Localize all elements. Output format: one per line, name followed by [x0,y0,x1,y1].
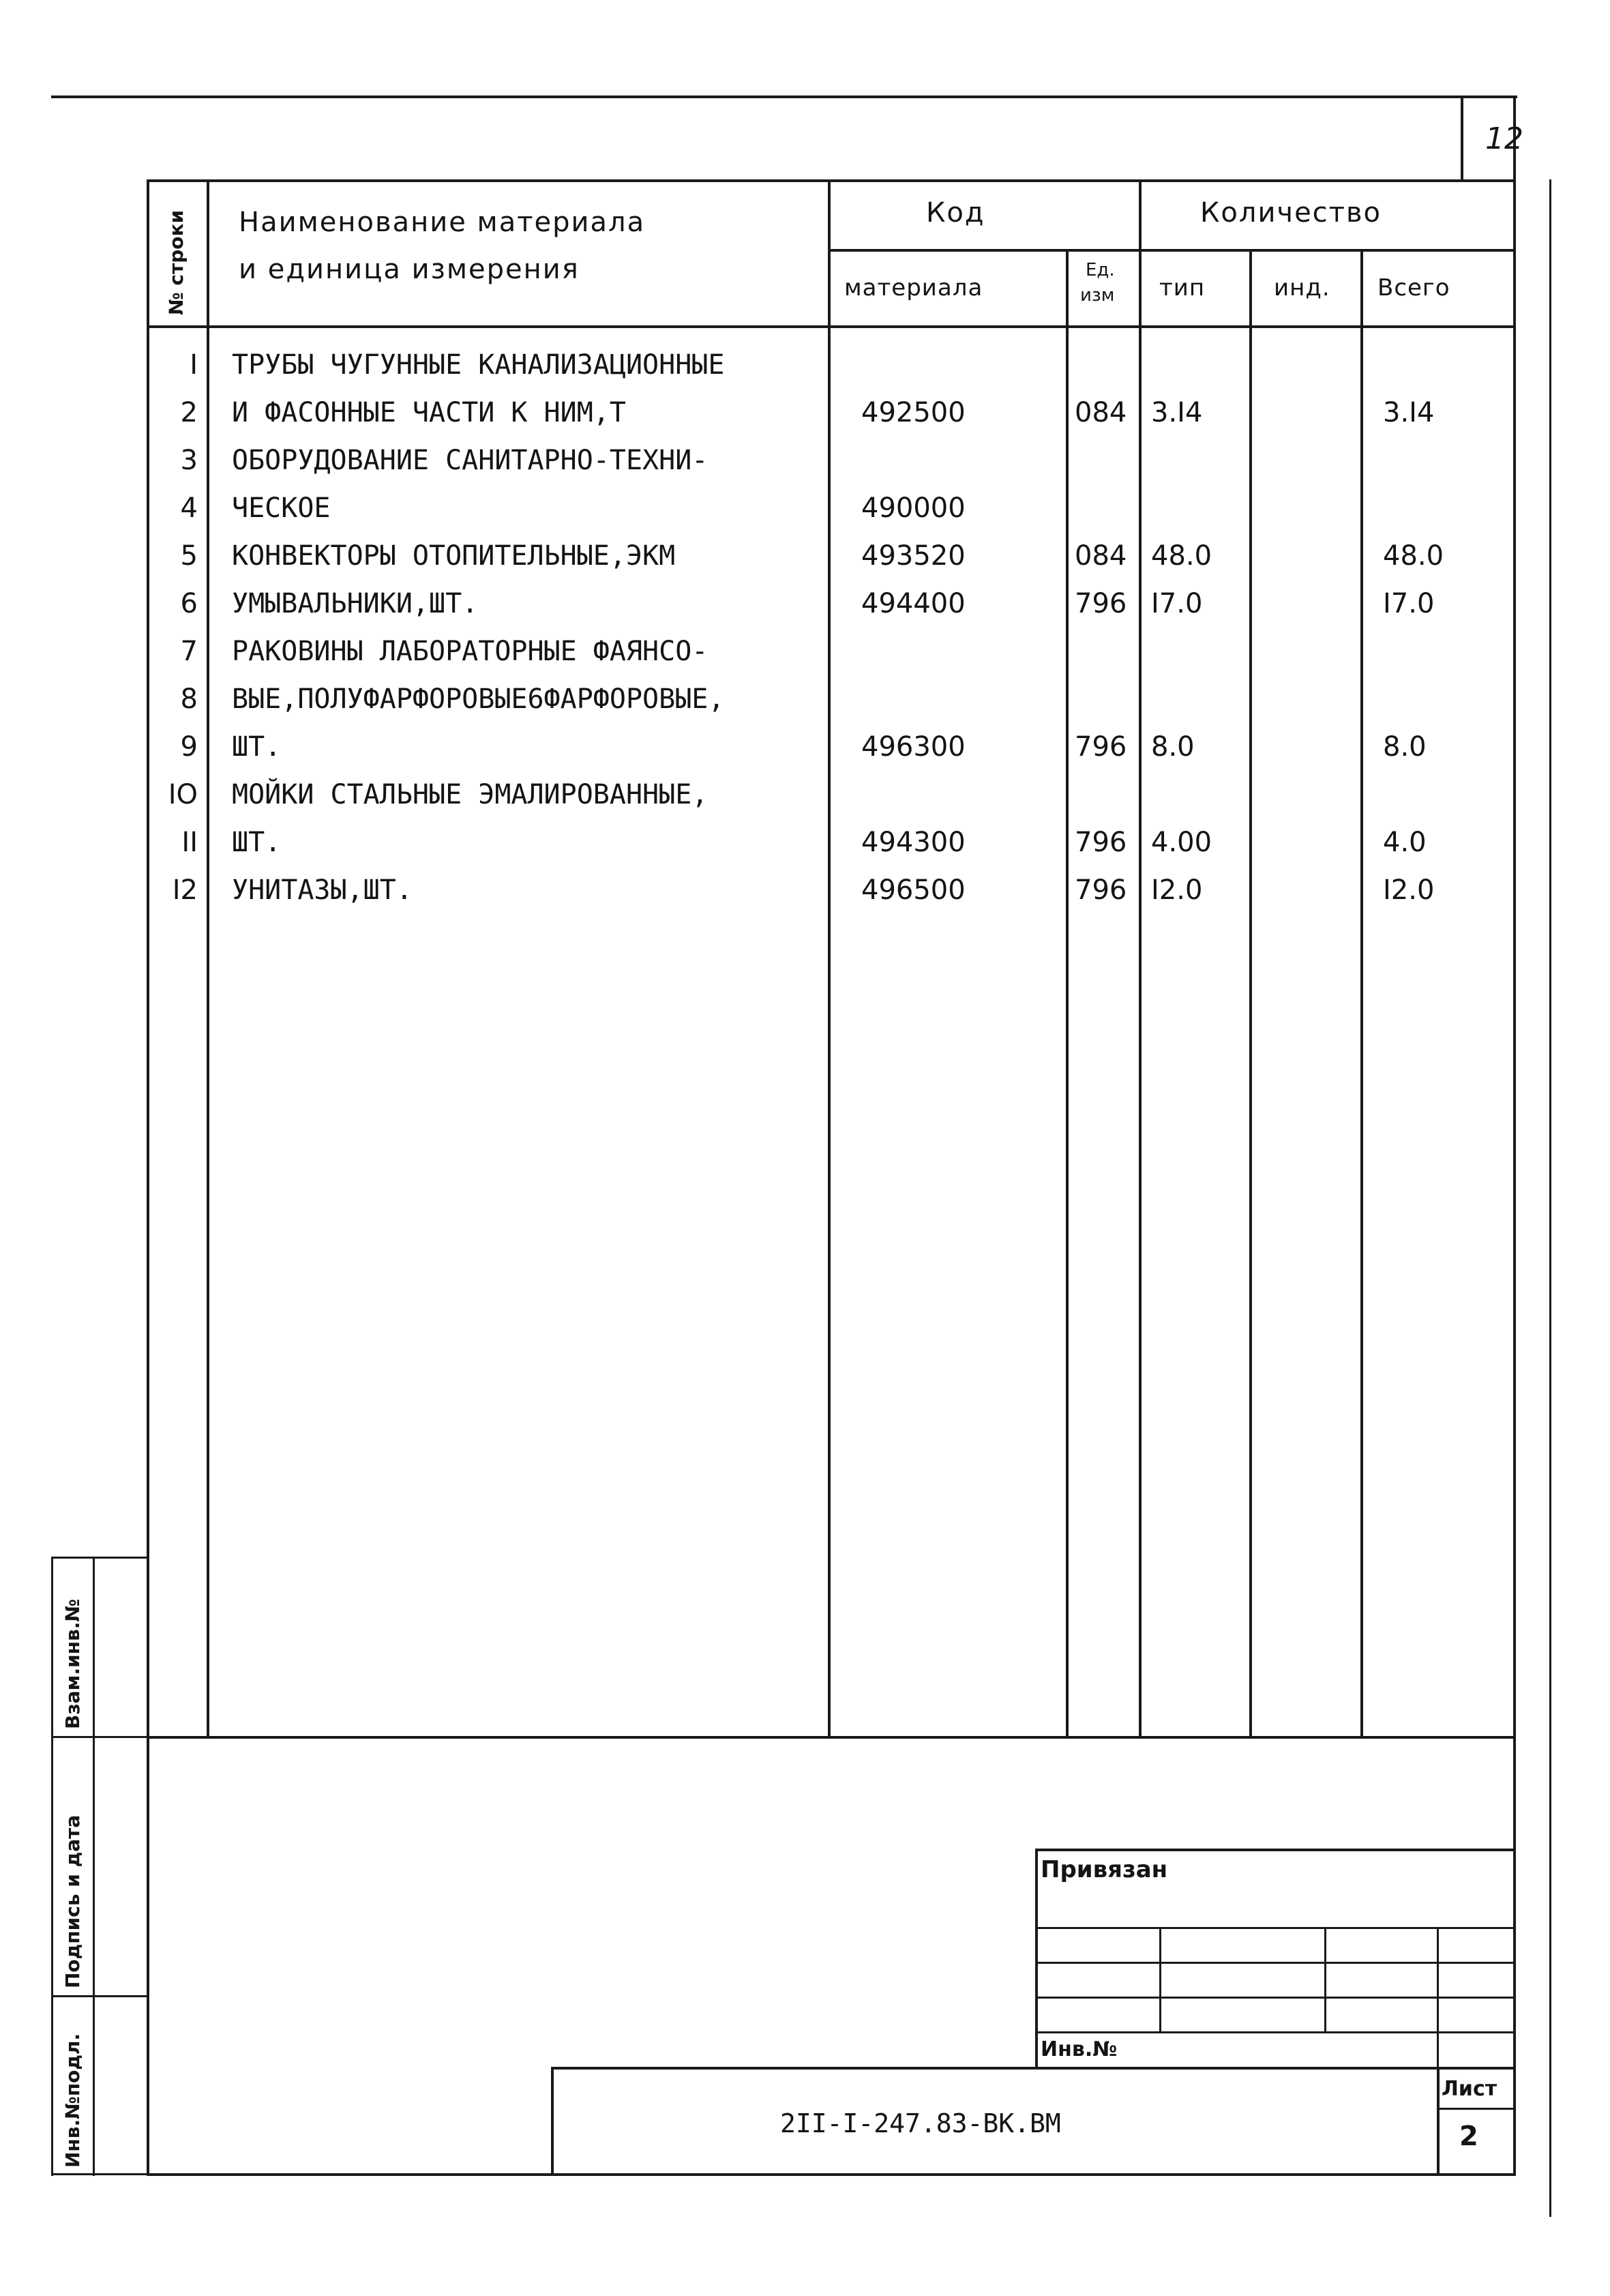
title-block-col-2 [1324,1927,1326,2033]
sheet-number: 2 [1459,2121,1478,2152]
row-number: II [181,827,198,858]
stamp-divider-2 [51,1995,149,1997]
row-qty-type: 8.0 [1151,731,1195,763]
row-qty-total: I2.0 [1383,874,1435,906]
row-material-code: 496500 [861,874,966,906]
row-qty-type: I2.0 [1151,874,1203,906]
row-number: 9 [180,731,198,763]
table-bottom-line [147,1736,1516,1739]
title-block-row-3 [1035,1997,1516,1999]
col-line-unit [1139,179,1142,1736]
title-block-row-2 [1035,1962,1516,1964]
row-name: УМЫВАЛЬНИКИ,ШТ. [232,588,479,619]
stamp-vzam-label: Взам.инв.№ [61,1598,84,1729]
row-number: I2 [172,874,198,906]
col-line-ind [1360,249,1363,1736]
row-material-code: 496300 [861,731,966,763]
col-line-name [828,179,831,1736]
privyazan-label: Привязан [1041,1856,1168,1883]
document-code: 2II-I-247.83-ВК.ВМ [780,2108,1061,2138]
row-name: КОНВЕКТОРЫ ОТОПИТЕЛЬНЫЕ,ЭКМ [232,540,676,572]
row-qty-total: 3.I4 [1383,397,1435,428]
header-quantity: Количество [1200,197,1382,229]
stamp-podpis-label: Подпись и дата [61,1814,84,1988]
row-name: ШТ. [232,827,282,858]
row-number: IO [168,779,198,810]
header-type: тип [1159,274,1206,301]
stamp-bottom [51,2173,149,2175]
row-number: 6 [180,588,198,619]
row-unit-code: 084 [1075,540,1127,572]
stamp-left-edge [51,1557,53,2176]
row-name: ВЫЕ,ПОЛУФАРФОРОВЫЕ6ФАРФОРОВЫЕ, [232,683,725,715]
row-qty-total: 4.0 [1383,827,1427,858]
row-name: ТРУБЫ ЧУГУННЫЕ КАНАЛИЗАЦИОННЫЕ [232,349,725,381]
row-qty-type: 48.0 [1151,540,1212,572]
header-ind: инд. [1274,274,1330,301]
row-number: 8 [180,683,198,715]
page-number-box-left [1461,95,1463,182]
row-unit-code: 084 [1075,397,1127,428]
col-line-material [1066,249,1069,1736]
row-name: ОБОРУДОВАНИЕ САНИТАРНО-ТЕХНИ- [232,445,709,476]
row-qty-total: 8.0 [1383,731,1427,763]
title-block-top [1035,1849,1516,1851]
row-material-code: 490000 [861,492,966,524]
row-name: МОЙКИ СТАЛЬНЫЕ ЭМАЛИРОВАННЫЕ, [232,779,709,810]
stamp-inv-label: Инв.№подл. [61,2033,84,2168]
row-material-code: 493520 [861,540,966,572]
row-material-code: 494400 [861,588,966,619]
col-line-type [1249,249,1252,1736]
row-qty-type: I7.0 [1151,588,1203,619]
frame-right [1513,179,1516,2176]
frame-bottom [147,2173,1516,2176]
row-name: ЧЕСКОЕ [232,492,331,524]
header-bottom-line [147,325,1516,328]
sheet-box-divider [1437,2108,1516,2110]
row-name: РАКОВИНЫ ЛАБОРАТОРНЫЕ ФАЯНСО- [232,636,709,667]
title-block-row-4 [1035,2031,1516,2033]
outer-right-margin [1549,179,1551,2217]
sheet-box-left [1437,2067,1440,2176]
title-block-left [1035,1849,1038,2067]
row-qty-type: 4.00 [1151,827,1212,858]
row-name: УНИТАЗЫ,ШТ. [232,874,413,906]
header-row-no: № строки [165,209,188,315]
top-border [51,95,1517,98]
row-qty-type: 3.I4 [1151,397,1203,428]
inv-no-label: Инв.№ [1041,2037,1118,2061]
frame-top [147,179,1516,182]
stamp-divider-1 [51,1736,149,1738]
sheet-label: Лист [1442,2077,1497,2101]
stamp-top [51,1557,149,1559]
row-unit-code: 796 [1075,874,1127,906]
title-block-col-3 [1437,1927,1439,2067]
row-qty-total: 48.0 [1383,540,1444,572]
stamp-inner-col [93,1557,95,2176]
page-number: 12 [1485,121,1523,156]
inscription-top [551,2067,1516,2070]
row-name: И ФАСОННЫЕ ЧАСТИ К НИМ,Т [232,397,626,428]
header-name-line1: Наименование материала [239,207,646,238]
row-unit-code: 796 [1075,827,1127,858]
row-qty-total: I7.0 [1383,588,1435,619]
col-line-rowno [207,179,209,1736]
row-number: I [190,349,198,381]
row-number: 7 [180,636,198,667]
row-number: 4 [180,492,198,524]
row-unit-code: 796 [1075,731,1127,763]
inscription-left [551,2067,554,2176]
header-unit-line1: Ед. [1086,260,1115,280]
row-material-code: 494300 [861,827,966,858]
row-number: 2 [180,397,198,428]
row-number: 5 [180,540,198,572]
title-block-row-1 [1035,1927,1516,1929]
title-block-col-1 [1159,1927,1161,2033]
row-number: 3 [180,445,198,476]
header-mid-line [828,249,1516,252]
header-material: материала [844,274,983,301]
header-unit-line2: изм [1080,285,1115,306]
frame-left [147,179,149,2176]
header-name-line2: и единица измерения [239,254,580,285]
row-material-code: 492500 [861,397,966,428]
header-code: Код [926,197,985,229]
row-name: ШТ. [232,731,282,763]
header-total: Всего [1377,274,1450,301]
row-unit-code: 796 [1075,588,1127,619]
